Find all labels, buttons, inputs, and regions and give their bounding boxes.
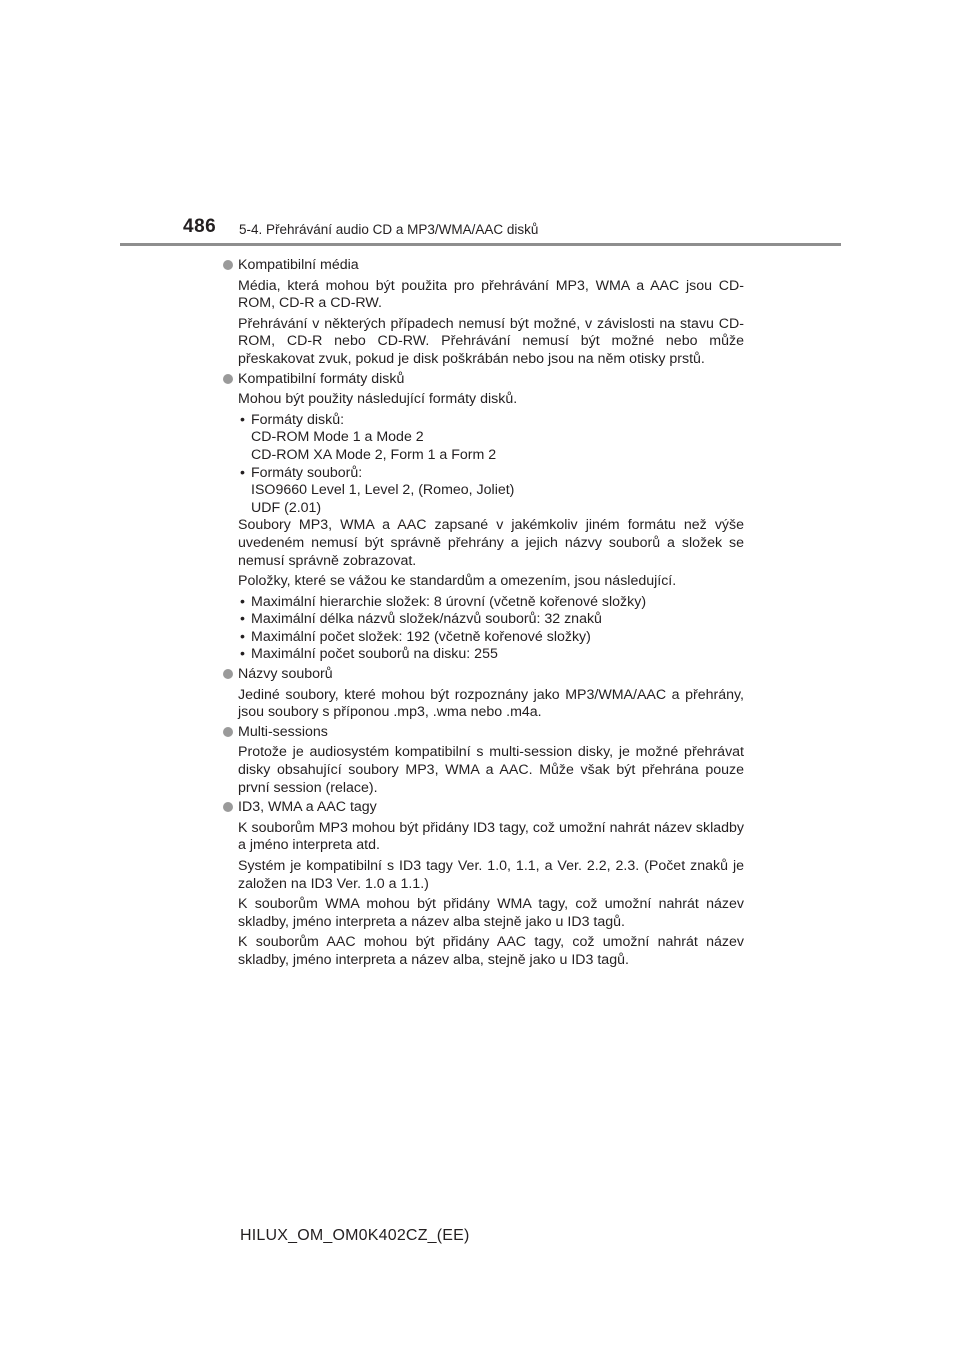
section-heading	[222, 799, 744, 817]
format-line: UDF (2.01)	[251, 499, 322, 516]
section-tags	[222, 799, 744, 969]
paragraph: Položky, které se vážou ke standardům a omezením, jsou následující.	[238, 573, 677, 590]
paragraph: Protože je audiosystém kompatibilní s multi-session disky, je možné přehrávat disky obsahující soubory MP3, WMA a AAC. Může však být přehrána pouze první session (relace).	[238, 744, 744, 796]
list-item: • Maximální délka názvů složek/názvů souborů: 32 znaků	[238, 611, 744, 629]
list-item	[238, 465, 744, 518]
paragraph: Přehrávání v některých případech nemusí být možné, v závislosti na stavu CD-ROM, CD-R nebo CD-RW. Přehrávání nemusí být možné nebo může přeskakovat zvuk, pokud je disk poškrábán nebo jsou na něm otisky prstů.	[238, 315, 744, 367]
format-label: • Formáty disků:	[251, 411, 345, 428]
section-heading	[222, 371, 744, 389]
list-item: • Maximální počet souborů na disku: 255	[238, 646, 744, 664]
format-line: CD-ROM Mode 1 a Mode 2	[251, 429, 424, 446]
section-heading	[222, 666, 744, 684]
page-header	[0, 0, 960, 250]
list-item: • Maximální hierarchie složek: 8 úrovní (včetně kořenové složky)	[238, 594, 744, 612]
section-compatible-formats	[222, 371, 744, 665]
format-list	[238, 412, 744, 518]
bullet-icon	[223, 727, 233, 737]
heading-text: ID3, WMA a AAC tagy	[238, 799, 377, 816]
main-content	[222, 255, 744, 972]
section-compatible-media	[222, 257, 744, 369]
list-item: • Maximální počet složek: 192 (včetně kořenové složky)	[238, 629, 744, 647]
page-number: 486	[183, 216, 217, 237]
list-item	[238, 412, 744, 465]
paragraph: Soubory MP3, WMA a AAC zapsané v jakémkoliv jiném formátu než výše uvedeném nemusí být správně přehrány a jejich názvy souborů a složek se nemusí správně zobrazovat.	[238, 517, 744, 569]
bullet-icon	[223, 802, 233, 812]
heading-text: Názvy souborů	[238, 666, 333, 683]
paragraph: K souborům WMA mohou být přidány WMA tagy, což umožní nahrát název skladby, jméno interpreta a název alba stejně jako u ID3 tagů.	[238, 896, 744, 930]
section-multi-sessions	[222, 724, 744, 797]
heading-text: Kompatibilní formáty disků	[238, 370, 405, 387]
format-line: ISO9660 Level 1, Level 2, (Romeo, Joliet)	[251, 482, 515, 499]
heading-text: Multi-sessions	[238, 723, 328, 740]
paragraph: Systém je kompatibilní s ID3 tagy Ver. 1.0, 1.1, a Ver. 2.2, 2.3. (Počet znaků je založen na ID3 Ver. 1.0 a 1.1.)	[238, 858, 744, 892]
header-divider	[120, 243, 841, 246]
section-heading	[222, 257, 744, 275]
limits-list	[238, 594, 744, 664]
paragraph: Média, která mohou být použita pro přehrávání MP3, WMA a AAC jsou CD-ROM, CD-R a CD-RW.	[238, 277, 744, 312]
paragraph: Jediné soubory, které mohou být rozpoznány jako MP3/WMA/AAC a přehrány, jsou soubory s příponou .mp3, .wma nebo .m4a.	[238, 686, 744, 721]
section-file-names	[222, 666, 744, 722]
bullet-icon	[223, 260, 233, 270]
bullet-icon	[223, 374, 233, 384]
heading-text: Kompatibilní média	[238, 257, 359, 273]
section-heading	[222, 724, 744, 742]
bullet-icon	[223, 669, 233, 679]
paragraph: K souborům MP3 mohou být přidány ID3 tagy, což umožní nahrát název skladby a jméno interpreta atd.	[238, 819, 744, 854]
section-title: 5-4. Přehrávání audio CD a MP3/WMA/AAC disků	[239, 222, 539, 237]
format-label: • Formáty souborů:	[251, 464, 363, 481]
document-code: HILUX_OM_OM0K402CZ_(EE)	[240, 1227, 470, 1244]
paragraph: Mohou být použity následující formáty disků.	[238, 391, 518, 408]
format-line: CD-ROM XA Mode 2, Form 1 a Form 2	[251, 446, 497, 463]
paragraph: K souborům AAC mohou být přidány AAC tagy, což umožní nahrát název skladby, jméno interpreta a název alba, stejně jako u ID3 tagů.	[238, 934, 744, 968]
